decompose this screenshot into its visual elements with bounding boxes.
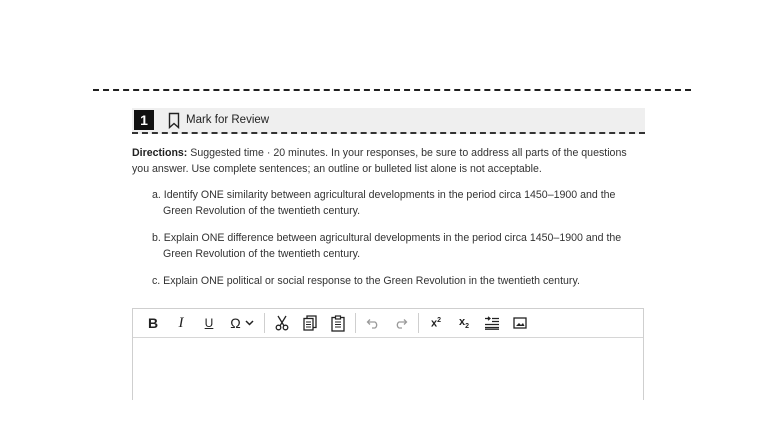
subscript-button[interactable] [450, 311, 478, 335]
toolbar-separator [264, 313, 265, 333]
response-text-area[interactable] [133, 338, 643, 400]
question-parts [152, 187, 632, 300]
paste-icon [331, 315, 345, 332]
bold-icon: B [147, 315, 159, 331]
image-icon [513, 317, 527, 329]
editor-toolbar [133, 309, 643, 338]
undo-icon [366, 318, 380, 329]
special-characters-button[interactable] [223, 311, 261, 335]
cut-button[interactable] [268, 311, 296, 335]
underline-button[interactable] [195, 311, 223, 335]
question-part-b: b. Explain ONE difference between agricultural developments in the period circa 1450–1900 and the Green Revolution of the twentieth century. [152, 232, 622, 260]
response-editor [132, 308, 644, 400]
top-divider [93, 89, 691, 91]
question-header [132, 108, 645, 134]
question-part-c: c. Explain ONE political or social response to the Green Revolution in the twentieth century. [152, 275, 580, 287]
chevron-down-icon [245, 320, 254, 326]
superscript-icon: $x^2$ [430, 316, 442, 330]
toolbar-separator [418, 313, 419, 333]
question-part-a: a. Identify ONE similarity between agricultural developments in the period circa 1450–1900 and the Green Revolution of the twentieth century. [152, 189, 616, 217]
image-button[interactable] [506, 311, 534, 335]
redo-icon [394, 318, 408, 329]
undo-button[interactable] [359, 311, 387, 335]
omega-icon: Ω [230, 315, 241, 331]
italic-icon: I [178, 314, 184, 331]
copy-icon [303, 315, 317, 331]
directions-body: Suggested time · 20 minutes. In your responses, be sure to address all parts of the questions you answer. Use complete sentences; an outline or bulleted list alone is not acceptable. [132, 147, 627, 175]
redo-button[interactable] [387, 311, 415, 335]
toolbar-separator [355, 313, 356, 333]
italic-button[interactable] [167, 311, 195, 335]
indent-icon [484, 316, 500, 330]
underline-icon: U [204, 316, 214, 330]
subscript-icon: $x_2$ [458, 315, 470, 331]
paste-button[interactable] [324, 311, 352, 335]
directions-lead: Directions: [132, 147, 188, 159]
copy-button[interactable] [296, 311, 324, 335]
bold-button[interactable] [139, 311, 167, 335]
cut-icon [275, 315, 289, 331]
question-number: 1 [134, 110, 154, 130]
directions-text [132, 145, 637, 177]
mark-for-review-label: Mark for Review [186, 114, 270, 126]
superscript-button[interactable] [422, 311, 450, 335]
bookmark-icon [168, 112, 180, 129]
mark-for-review-button[interactable] [168, 111, 269, 129]
indent-button[interactable] [478, 311, 506, 335]
